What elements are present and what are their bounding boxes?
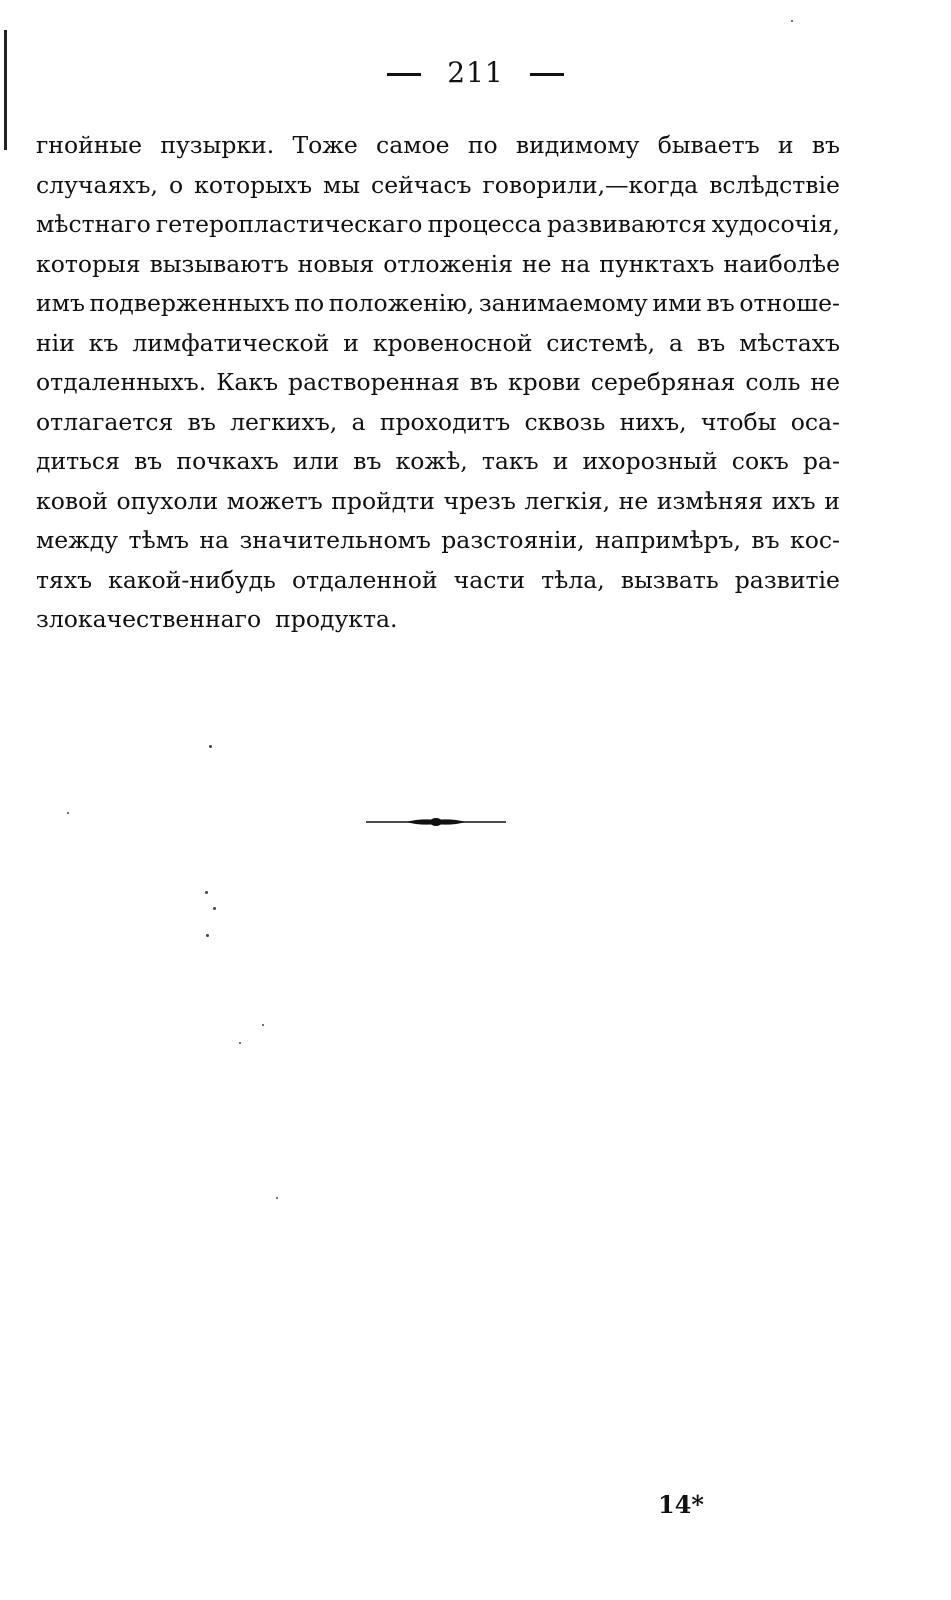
word: процесса — [427, 210, 542, 238]
word: отдаленной — [291, 565, 438, 594]
word: въ — [353, 447, 382, 475]
word: на — [199, 526, 230, 554]
word: системѣ, — [546, 328, 656, 357]
word: бываетъ — [657, 131, 760, 159]
word: развитіе — [734, 565, 840, 594]
word: сокъ — [731, 447, 789, 475]
word: въ — [751, 526, 780, 554]
text-line — [36, 561, 840, 601]
text-line — [36, 521, 840, 561]
text-line — [36, 600, 840, 640]
word: чтобы — [700, 407, 777, 436]
word: ихорозный — [582, 447, 718, 475]
word: Какъ — [216, 368, 279, 396]
word: самое — [376, 131, 450, 159]
word: и — [777, 131, 794, 159]
word: опухоли — [116, 486, 219, 515]
text-line — [36, 126, 840, 166]
word: продукта. — [275, 605, 398, 633]
word: отлагается — [36, 407, 174, 436]
word: и — [343, 328, 359, 357]
word: вызвать — [620, 565, 719, 594]
word: ковой — [36, 486, 108, 515]
scan-speck — [206, 934, 209, 937]
word: такъ — [481, 447, 539, 475]
text-line — [36, 482, 840, 522]
word: худосочія, — [711, 210, 840, 238]
word: соль — [745, 368, 801, 396]
word: сквозь — [524, 407, 606, 436]
word: и — [552, 447, 569, 475]
word: которыхъ — [194, 170, 313, 199]
text-line — [36, 363, 840, 403]
scan-speck — [276, 1197, 278, 1199]
word: мы — [323, 170, 361, 199]
word: можетъ — [226, 486, 323, 515]
word: пунктахъ — [599, 249, 715, 278]
word: ра- — [802, 447, 840, 475]
word: нихъ, — [619, 407, 687, 436]
word: не — [522, 249, 552, 278]
word: вслѣдствіе — [709, 170, 840, 199]
word: значительномъ — [239, 526, 431, 554]
word: къ — [88, 328, 119, 357]
text-line — [36, 166, 840, 206]
word: не — [810, 368, 840, 396]
word: отдаленныхъ. — [36, 368, 207, 396]
word: легкія, — [524, 486, 611, 515]
dash-left — [387, 73, 421, 76]
word: разстояніи, — [441, 526, 585, 554]
word: въ — [811, 131, 840, 159]
scan-speck — [262, 1024, 264, 1026]
word: крови — [507, 368, 581, 396]
scan-speck — [791, 20, 793, 22]
word: не — [618, 486, 649, 515]
word: гнойные — [36, 131, 143, 159]
word: тѣмъ — [128, 526, 189, 554]
word: чрезъ — [443, 486, 516, 515]
word: мѣстахъ — [739, 328, 840, 357]
text-line — [36, 205, 840, 245]
dash-right — [530, 73, 564, 76]
word: кос- — [790, 526, 840, 554]
word: которыя — [36, 249, 141, 278]
word: кожѣ, — [395, 447, 468, 475]
page-number-header — [0, 56, 951, 89]
word: пройдти — [331, 486, 435, 515]
word: новыя — [297, 249, 375, 278]
word: диться — [36, 447, 120, 475]
word: видимому — [515, 131, 640, 159]
word: о — [168, 170, 184, 199]
scan-speck — [205, 891, 208, 894]
word: пузырки. — [160, 131, 275, 159]
word: въ — [696, 328, 726, 357]
ornament-divider-icon — [366, 812, 506, 832]
text-line — [36, 324, 840, 364]
scan-speck — [67, 812, 69, 814]
body-text — [36, 126, 840, 640]
word: отложенія — [383, 249, 514, 278]
word: по — [294, 289, 325, 317]
text-line — [36, 245, 840, 285]
word: занимаемому — [478, 289, 648, 317]
word: растворенная — [288, 368, 460, 396]
word: въ — [469, 368, 498, 396]
word: имъ — [36, 289, 85, 317]
word: мѣстнаго — [36, 210, 151, 238]
text-line — [36, 284, 840, 324]
word: тяхъ — [36, 565, 93, 594]
word: ими — [652, 289, 702, 317]
word: Тоже — [292, 131, 358, 159]
word: по — [467, 131, 498, 159]
word: и — [824, 486, 840, 515]
word: случаяхъ, — [36, 170, 158, 199]
word: положенію, — [328, 289, 475, 317]
text-line — [36, 403, 840, 443]
word: въ — [187, 407, 216, 436]
word: ніи — [36, 328, 75, 357]
word: между — [36, 526, 119, 554]
word: вызываютъ — [149, 249, 289, 278]
word: въ — [134, 447, 163, 475]
word: части — [453, 565, 526, 594]
word: оса- — [790, 407, 840, 436]
scan-edge-line — [4, 30, 7, 150]
word: говорили,—когда — [482, 170, 699, 199]
word: наиболѣе — [723, 249, 840, 278]
scan-speck — [209, 745, 212, 748]
signature-mark: 14* — [658, 1490, 704, 1519]
word: ихъ — [771, 486, 816, 515]
word: въ — [706, 289, 735, 317]
text-line — [36, 442, 840, 482]
scan-speck — [239, 1042, 241, 1044]
word: подверженныхъ — [89, 289, 290, 317]
word: кровеносной — [372, 328, 533, 357]
word: измѣняя — [656, 486, 764, 515]
word: сейчасъ — [371, 170, 472, 199]
word: отноше- — [739, 289, 840, 317]
word: а — [351, 407, 366, 436]
word: а — [669, 328, 684, 357]
scan-speck — [213, 907, 216, 910]
word: гетеропластическаго — [155, 210, 423, 238]
word: почкахъ — [176, 447, 279, 475]
word: какой-нибудь — [108, 565, 276, 594]
word: на — [560, 249, 591, 278]
word: проходитъ — [379, 407, 511, 436]
word: тѣла, — [541, 565, 605, 594]
page-number: 211 — [447, 56, 504, 89]
word: напримѣръ, — [595, 526, 741, 554]
word: развиваются — [547, 210, 707, 238]
word: серебряная — [590, 368, 736, 396]
word: злокачественнаго — [36, 605, 262, 633]
word: или — [292, 447, 340, 475]
word: лимфатической — [132, 328, 330, 357]
word: легкихъ, — [230, 407, 338, 436]
